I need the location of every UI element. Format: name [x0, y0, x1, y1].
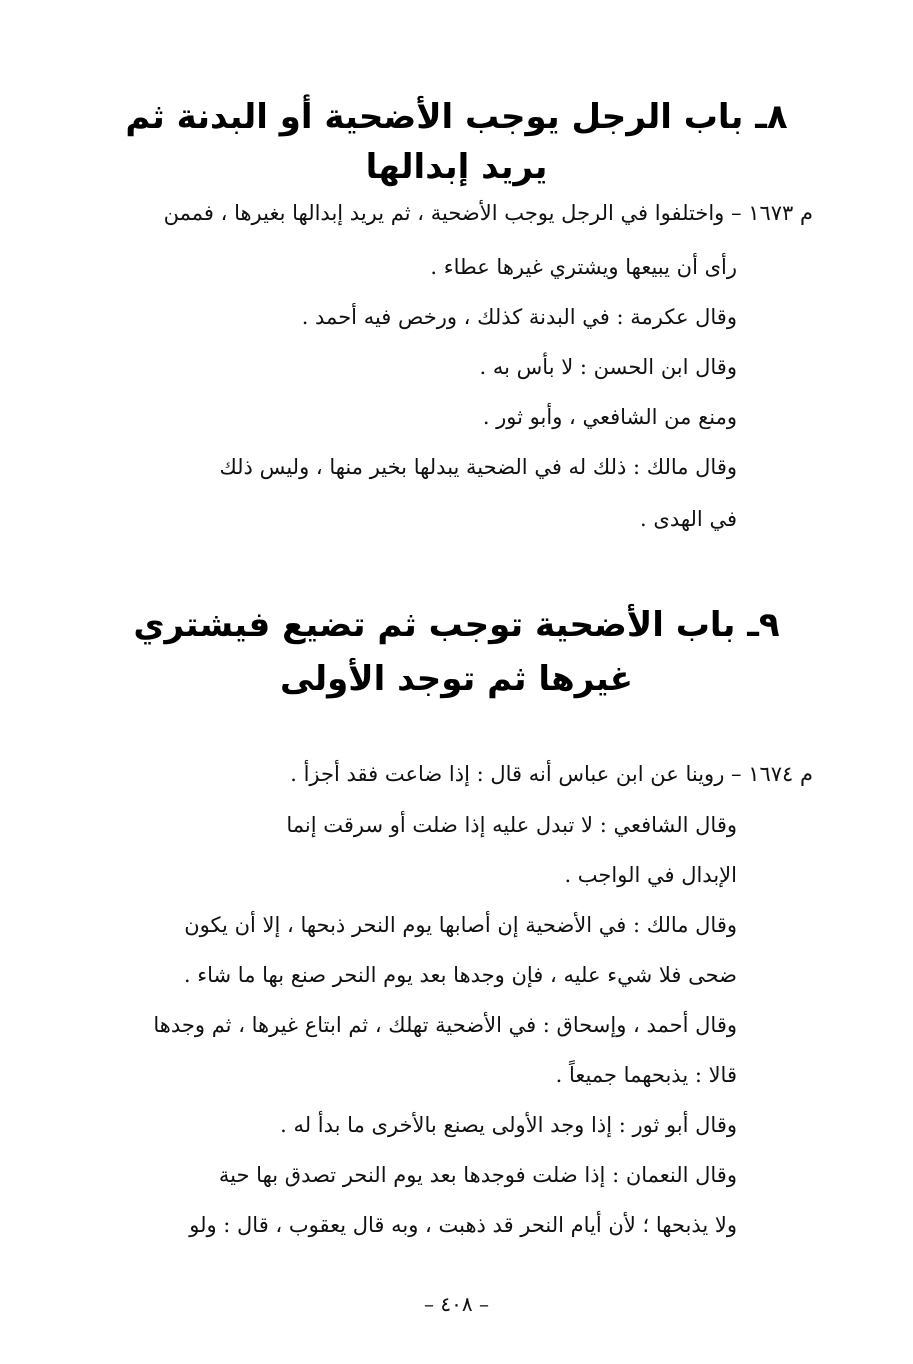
paragraph-1673-line-6: وقال مالك : ذلك له في الضحية يبدلها بخير منها ، وليس ذلك: [219, 455, 737, 479]
paragraph-1674-line-9: وقال النعمان : إذا ضلت فوجدها بعد يوم النحر تصدق بها حية: [218, 1163, 737, 1187]
paragraph-1673-line-2: رأى أن يبيعها ويشتري غيرها عطاء .: [430, 255, 737, 279]
paragraph-1674-line-3: الإبدال في الواجب .: [564, 863, 737, 887]
paragraph-1673-line-3: وقال عكرمة : في البدنة كذلك ، ورخص فيه أحمد .: [301, 305, 737, 329]
chapter-9-heading: [110, 598, 803, 706]
paragraph-1674-line-8: وقال أبو ثور : إذا وجد الأولى يصنع بالأخرى ما بدأ له .: [280, 1113, 737, 1137]
paragraph-1674-line-6: وقال أحمد ، وإسحاق : في الأضحية تهلك ، ثم ابتاع غيرها ، ثم وجدها: [153, 1013, 737, 1037]
chapter-8-heading: ٨ـ باب الرجل يوجب الأضحية أو البدنة ثم يريد إبدالها: [125, 97, 788, 187]
page-number: – ٤٠٨ –: [424, 1292, 489, 1316]
chapter-9-heading-line-2: غيرها ثم توجد الأولى: [279, 659, 634, 699]
paragraph-1673-line-4: وقال ابن الحسن : لا بأس به .: [479, 355, 737, 379]
paragraph-1673-line-7: في الهدى .: [640, 507, 737, 531]
paragraph-1674-line-1: م ١٦٧٤ – روينا عن ابن عباس أنه قال : إذا ضاعت فقد أجزأ .: [290, 762, 813, 786]
paragraph-1674-line-10: ولا يذبحها ؛ لأن أيام النحر قد ذهبت ، وبه قال يعقوب ، قال : ولو: [189, 1213, 737, 1237]
paragraph-1674-line-4: وقال مالك : في الأضحية إن أصابها يوم النحر ذبحها ، إلا أن يكون: [184, 913, 737, 937]
chapter-9-heading-line-1: ٩ـ باب الأضحية توجب ثم تضيع فيشتري: [133, 605, 780, 645]
paragraph-1674-line-5: ضحى فلا شيء عليه ، فإن وجدها بعد يوم النحر صنع بها ما شاء .: [183, 963, 737, 987]
paragraph-1673-line-1: م ١٦٧٣ – واختلفوا في الرجل يوجب الأضحية ، ثم يريد إبدالها بغيرها ، فممن: [163, 201, 813, 225]
paragraph-1674-line-2: وقال الشافعي : لا تبدل عليه إذا ضلت أو سرقت إنما: [286, 813, 737, 837]
paragraph-1674-line-7: قالا : يذبحهما جميعاً .: [555, 1063, 737, 1087]
paragraph-1673-line-5: ومنع من الشافعي ، وأبو ثور .: [482, 405, 737, 429]
